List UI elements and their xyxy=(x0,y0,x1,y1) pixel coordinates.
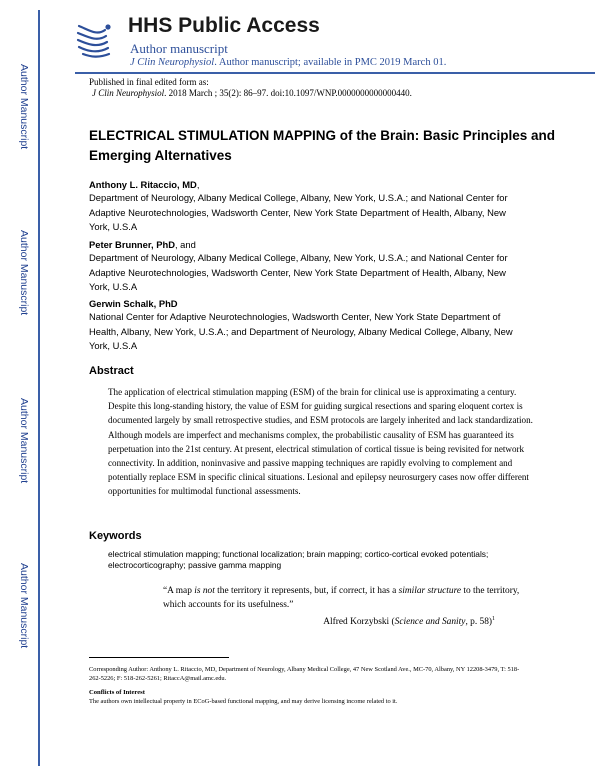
author-2 xyxy=(89,238,559,251)
hhs-public-access-title: HHS Public Access xyxy=(128,14,320,37)
article-title: ELECTRICAL STIMULATION MAPPING of the Brain: Basic Principles and Emerging Alternatives xyxy=(89,128,556,163)
author-name: Anthony L. Ritaccio, MD xyxy=(89,179,197,190)
abstract-text: The application of electrical stimulation mapping (ESM) of the brain for clinical use is approximating a century. Despite this long-standing history, the value of ESM for guiding surgical resections and sparing eloquent cortex is documented largely by small retrospective studies, and ESM protocols are largely inherited and lack standardization. Although models are imperfect and mechanisms complex, the probabilistic causality of ESM has guaranteed its perpetuation into the 21st century. At present, electrical stimulation of cortical tissue is being revisited for network connectivity. In addition, noninvasive and passive mapping techniques are rapidly evolving to complement and potentially replace ESM in specific clinical situations. Lesional and epilepsy neurosurgery cases now offer different opportunities for multimodal functional assessments. xyxy=(108,387,533,497)
conflicts-text: The authors own intellectual property in ECoG-based functional mapping, and may derive licensing income related to it. xyxy=(89,698,398,705)
quote-emphasis: is not xyxy=(194,586,215,596)
quote-attribution xyxy=(89,616,495,627)
author-manuscript-side-label: Author Manuscript xyxy=(18,563,30,649)
author-suffix: , xyxy=(196,179,200,190)
attribution-author: Alfred Korzybski ( xyxy=(323,617,395,628)
author-1-affiliation: Department of Neurology, Albany Medical College, Albany, New York, U.S.A.; and National Center for Adaptive Neurotechnologies, Wadsworth Center, New York State Department of Health, Albany, New York, U.S.A xyxy=(89,192,508,232)
side-divider xyxy=(38,10,40,766)
published-label: Published in final edited form as: xyxy=(89,77,209,87)
hhs-eagle-icon xyxy=(75,18,115,64)
author-3-affiliation: National Center for Adaptive Neurotechnologies, Wadsworth Center, New York State Department of Health, Albany, New York, U.S.A.; and Department of Neurology, Albany Medical College, Albany, New York, U.S.A xyxy=(89,311,513,351)
author-manuscript-side-label: Author Manuscript xyxy=(18,230,30,316)
keywords-text: electrical stimulation mapping; functional localization; brain mapping; cortico-cortical evoked potentials; electrocorticography; passive gamma mapping xyxy=(108,549,489,570)
citation-text: . 2018 March ; 35(2): 86–97. doi:10.1097/WNP.0000000000000440. xyxy=(164,88,412,98)
footnote-rule xyxy=(89,657,229,658)
author-manuscript-subtitle: Author manuscript xyxy=(130,41,228,56)
author-2-affiliation: Department of Neurology, Albany Medical College, Albany, New York, U.S.A.; and National Center for Adaptive Neurotechnologies, Wadsworth Center, New York State Department of Health, Albany, New York, U.S.A xyxy=(89,252,508,292)
attribution-work: Science and Sanity xyxy=(394,617,466,628)
author-manuscript-side-label: Author Manuscript xyxy=(18,398,30,484)
quote-text: “A map xyxy=(163,586,195,596)
corresponding-author-note: Corresponding Author: Anthony L. Ritaccio, MD, Department of Neurology, Albany Medical College, 47 New Scotland Ave., MC-70, Albany, NY 12208-3479, T: 518-262-5226; F: 518-262-5261; RitaccA@mail.amc.edu. xyxy=(89,666,520,682)
epigraph-quote xyxy=(163,584,523,612)
author-manuscript-side-label: Author Manuscript xyxy=(18,64,30,150)
author-3 xyxy=(89,297,559,310)
abstract-heading: Abstract xyxy=(89,365,134,377)
author-name: Peter Brunner, PhD xyxy=(89,239,175,250)
quote-emphasis: similar structure xyxy=(398,586,462,596)
author-1 xyxy=(89,178,559,191)
availability-text: . Author manuscript; available in PMC 2019 March 01. xyxy=(214,57,447,68)
journal-abbrev: J Clin Neurophysiol xyxy=(130,57,215,68)
attribution-page: , p. 58) xyxy=(465,617,492,628)
quote-text: the territory it represents, but, if correct, it has a xyxy=(214,586,399,596)
citation-line xyxy=(92,88,412,98)
keywords-heading: Keywords xyxy=(89,530,142,542)
author-suffix: , and xyxy=(174,239,196,250)
conflicts-heading: Conflicts of Interest xyxy=(89,689,145,696)
journal-availability-line xyxy=(130,57,446,68)
header-rule xyxy=(75,72,595,74)
author-name: Gerwin Schalk, PhD xyxy=(89,298,178,309)
citation-journal: J Clin Neurophysiol xyxy=(92,88,165,98)
quote-text: to the territory, which accounts for its usefulness.” xyxy=(163,586,520,610)
footnote-marker: 1 xyxy=(492,616,495,622)
